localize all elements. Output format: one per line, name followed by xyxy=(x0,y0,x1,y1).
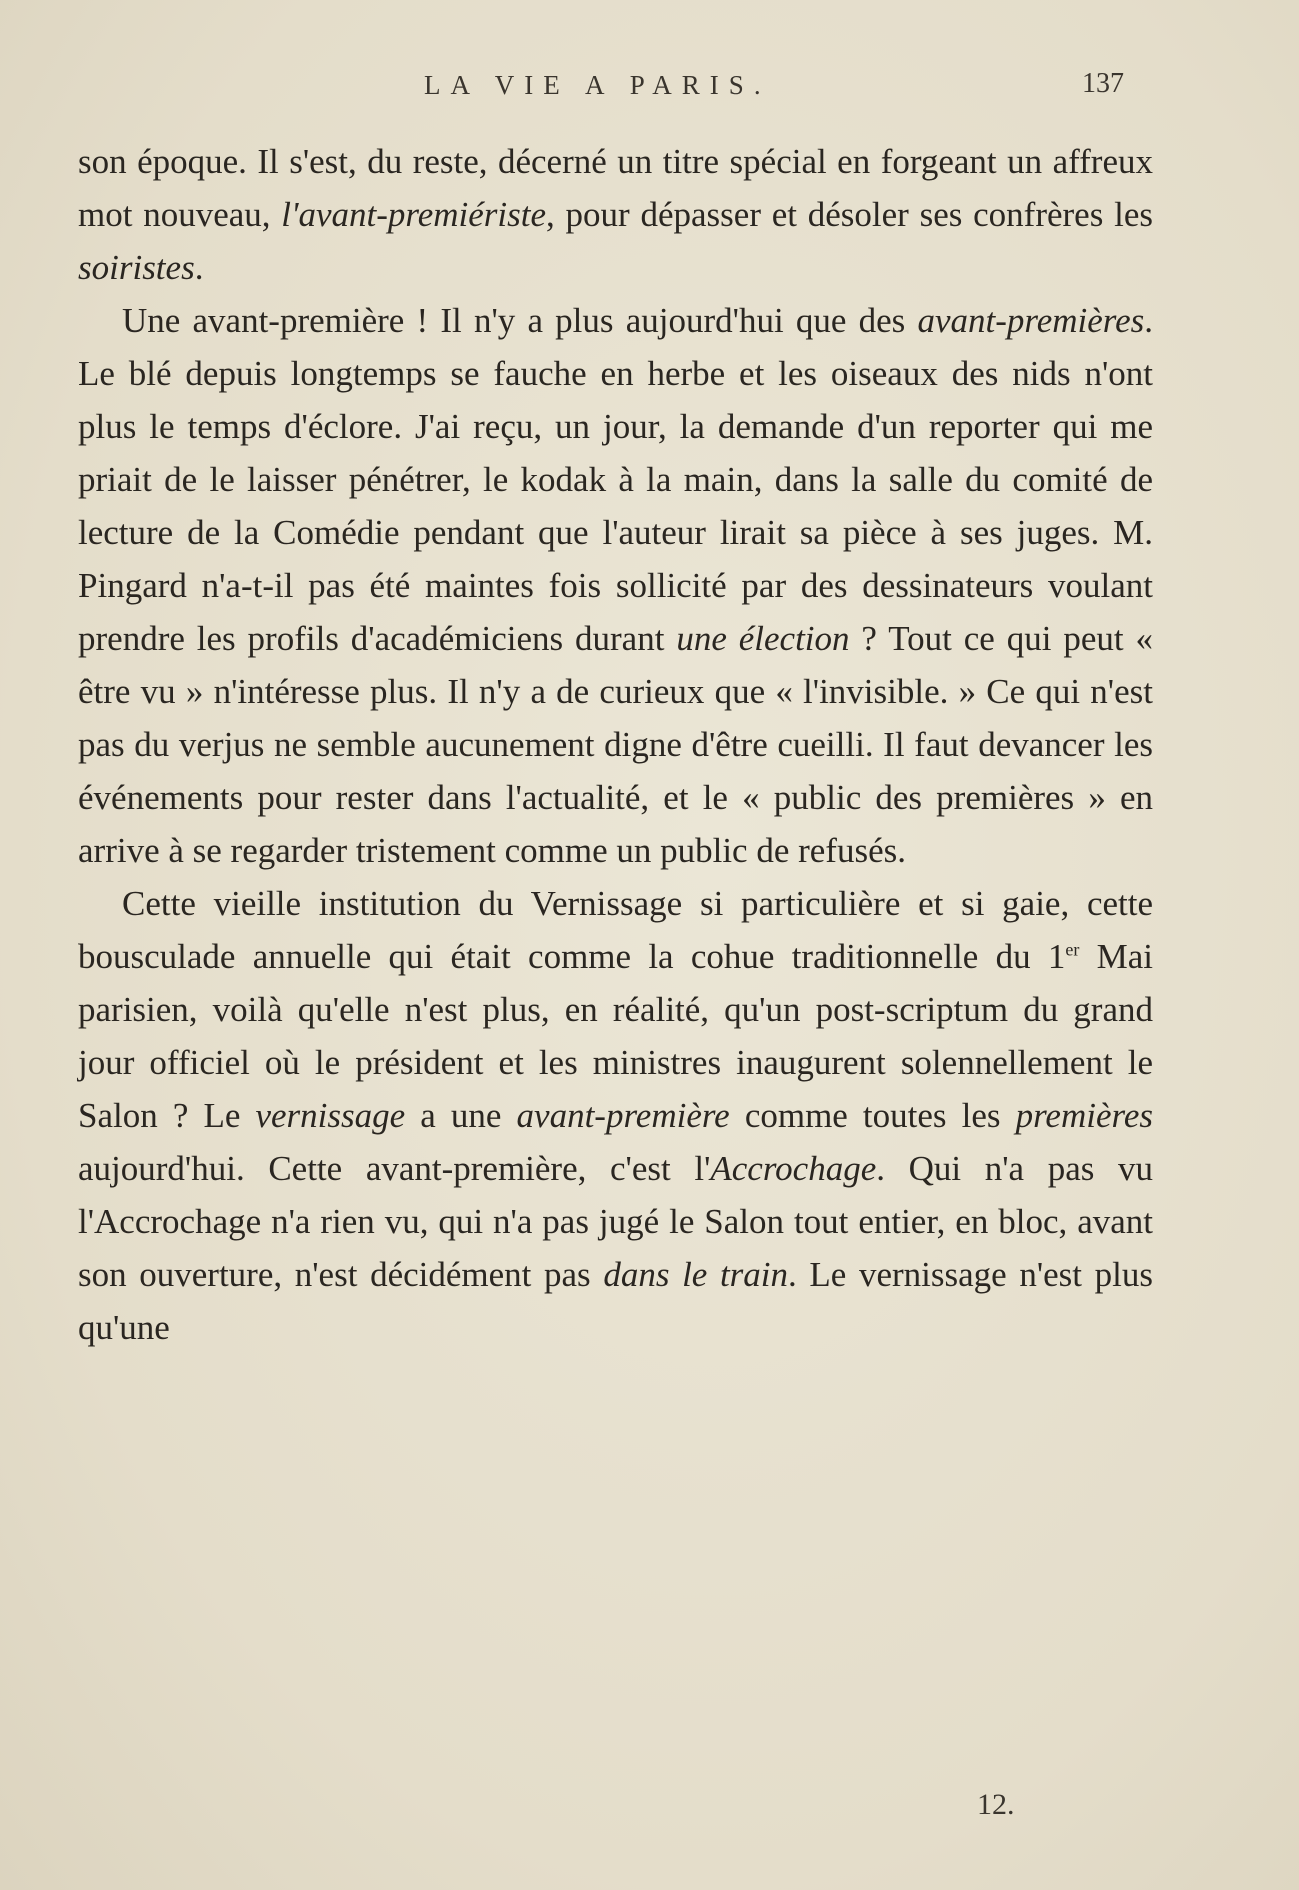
paragraph-1 xyxy=(78,135,1153,294)
running-title: LA VIE A PARIS. xyxy=(424,70,771,100)
italic-text: une élection xyxy=(676,619,850,658)
italic-text: vernissage xyxy=(255,1096,406,1135)
italic-text: avant-première xyxy=(516,1096,730,1135)
text-run: Une avant-première ! Il n'y a plus aujourd'hui que des xyxy=(122,301,918,340)
page-number: 137 xyxy=(1082,68,1124,99)
text-run: a une xyxy=(405,1096,517,1135)
text-run: . Le blé depuis longtemps se fauche en herbe et les oiseaux des nids n'ont plus le temps d'éclore. J'ai reçu, un jour, la demande d'un reporter qui me priait de le laisser pénétrer, le kodak à la main, dans la salle du comité de lecture de la Comédie pendant que l'auteur lirait sa pièce à ses juges. M. Pingard n'a-t-il pas été maintes fois sollicité par des dessinateurs voulant prendre les profils d'académiciens durant xyxy=(78,301,1153,658)
superscript-text: er xyxy=(1065,939,1080,960)
italic-text: soiristes xyxy=(78,248,195,287)
text-run: ? Tout ce qui peut « être vu » n'intéresse plus. Il n'y a de curieux que « l'invisible. » Ce qui n'est pas du verjus ne semble aucunement digne d'être cueilli. Il faut devancer les événements pour rester dans l'actualité, et le « public des premières » en arrive à se regarder tristement comme un public de refusés. xyxy=(78,619,1153,870)
text-run: son époque. Il s'est, du reste, décerné un titre spécial en forgeant un affreux mot nouveau, xyxy=(78,142,1153,234)
text-run: . Qui n'a pas vu l'Accrochage n'a rien vu, qui n'a pas jugé le Salon tout entier, en bloc, avant son ouverture, n'est décidément pas xyxy=(78,1149,1153,1294)
italic-text: l'avant-premiériste xyxy=(281,195,547,234)
paragraph-3 xyxy=(78,877,1153,1354)
text-run: . Le vernissage n'est plus qu'une xyxy=(78,1255,1153,1347)
italic-text: Accrochage xyxy=(710,1149,877,1188)
italic-text: premières xyxy=(1015,1096,1153,1135)
italic-text: dans le train xyxy=(603,1255,789,1294)
text-run: , pour dépasser et désoler ses confrères les xyxy=(546,195,1153,234)
text-run: Mai parisien, voilà qu'elle n'est plus, en réalité, qu'un post-scriptum du grand jour officiel où le président et les ministres inaugurent solennellement le Salon ? Le xyxy=(78,937,1153,1135)
text-run: comme toutes les xyxy=(729,1096,1016,1135)
signature-mark: 12. xyxy=(977,1788,1015,1821)
paragraph-2 xyxy=(78,294,1153,877)
italic-text: avant-premières xyxy=(917,301,1145,340)
text-run: . xyxy=(194,248,204,287)
body-text xyxy=(78,135,1153,1354)
running-head xyxy=(0,70,1299,110)
text-run: aujourd'hui. Cette avant-première, c'est l' xyxy=(78,1149,711,1188)
text-run: Cette vieille institution du Vernissage si particulière et si gaie, cette bousculade annuelle qui était comme la cohue traditionnelle du 1 xyxy=(78,884,1153,976)
